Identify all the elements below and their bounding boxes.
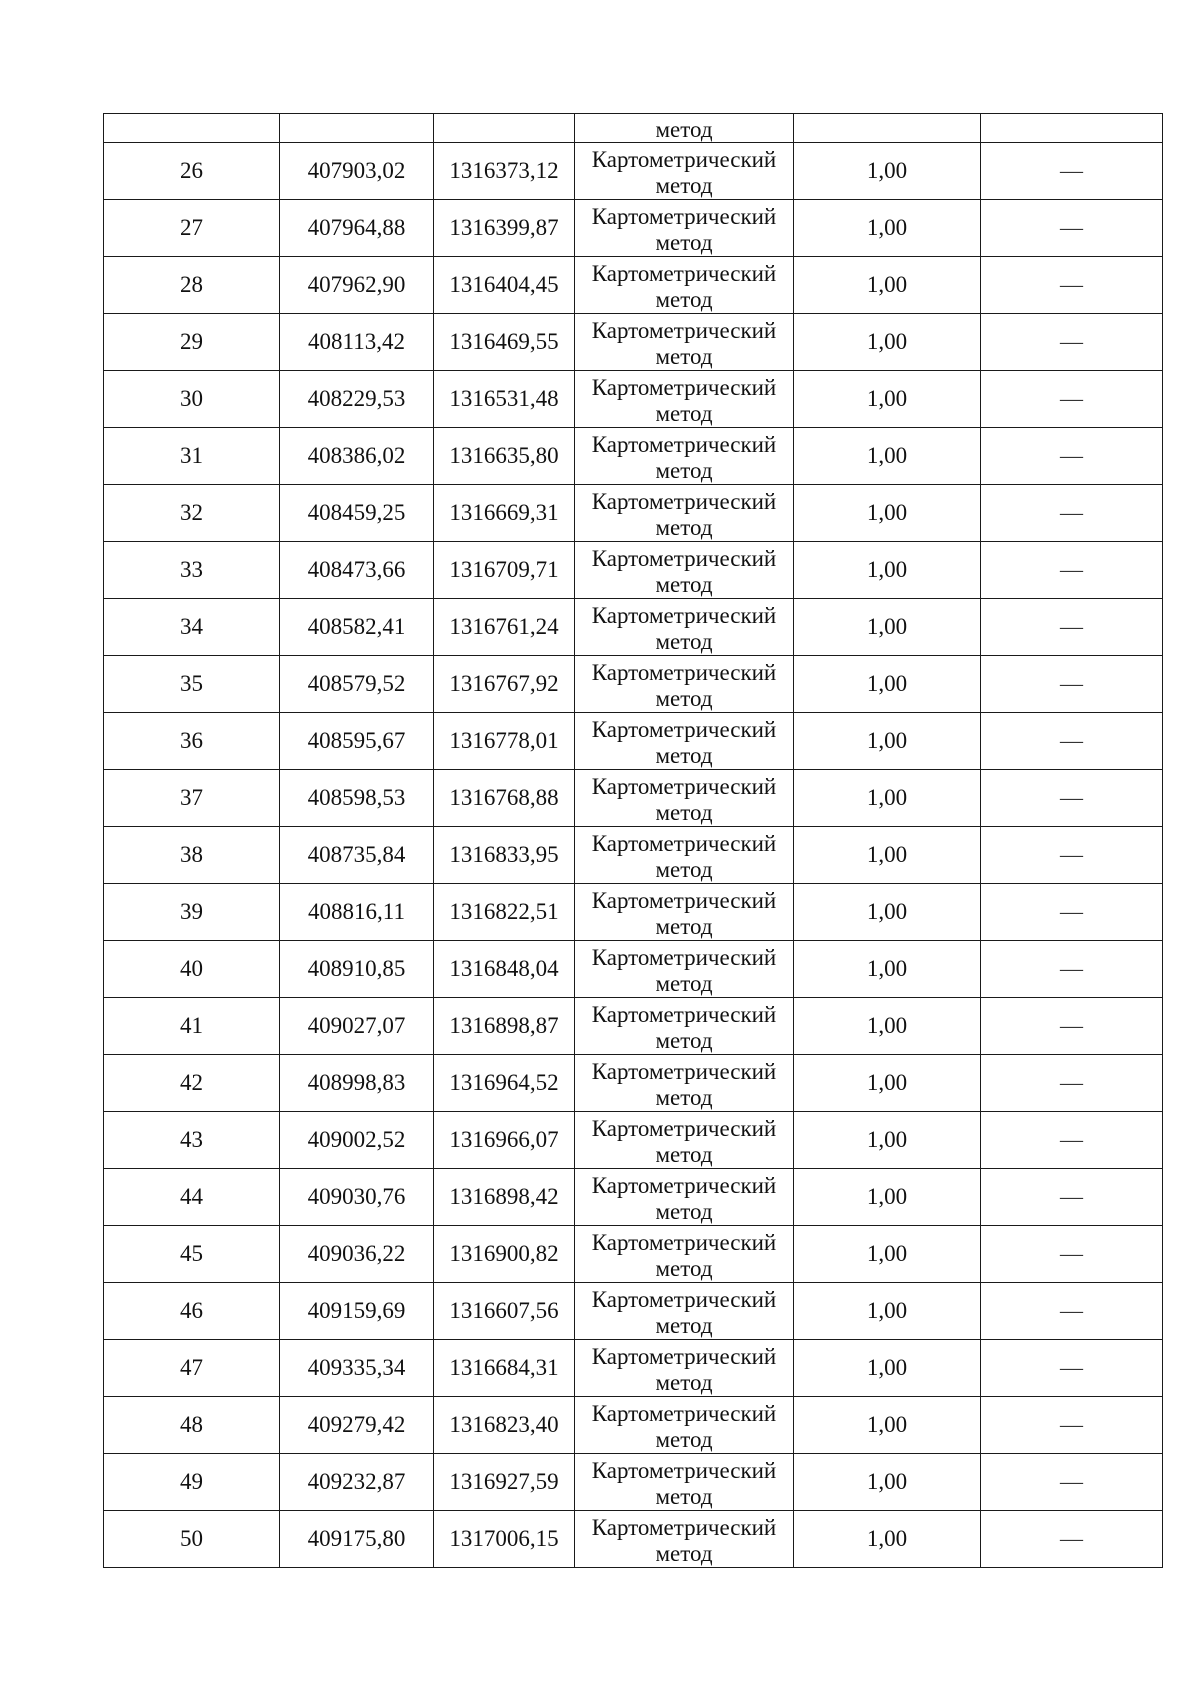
method-cell: [575, 998, 794, 1055]
method-line-2: метод: [655, 1028, 713, 1053]
table-row: [104, 713, 1163, 770]
method-line-1: Картометрический: [591, 1230, 777, 1255]
method-line-1: Картометрический: [591, 888, 777, 913]
method-line-1: Картометрический: [591, 546, 777, 571]
method-cell: [575, 1226, 794, 1283]
accuracy-cell: 1,00: [794, 884, 981, 941]
method-cell: [575, 1169, 794, 1226]
method-line-1: Картометрический: [591, 1515, 777, 1540]
table-row: [104, 1169, 1163, 1226]
table-row: [104, 371, 1163, 428]
table-row: [104, 599, 1163, 656]
y-coordinate-cell: 1317006,15: [434, 1511, 575, 1568]
method-line-1: Картометрический: [591, 318, 777, 343]
y-coordinate-cell: 1316607,56: [434, 1283, 575, 1340]
accuracy-cell: 1,00: [794, 599, 981, 656]
point-number-cell: 36: [104, 713, 280, 770]
point-number-cell: 26: [104, 143, 280, 200]
method-cell: [575, 1112, 794, 1169]
y-coordinate-cell: 1316404,45: [434, 257, 575, 314]
method-cell: [575, 542, 794, 599]
method-line-1: Картометрический: [591, 1401, 777, 1426]
table-row: [104, 1283, 1163, 1340]
y-coordinate-cell: 1316709,71: [434, 542, 575, 599]
point-number-cell: 39: [104, 884, 280, 941]
method-line-2: метод: [655, 458, 713, 483]
method-line-1: Картометрический: [591, 1173, 777, 1198]
note-cell: —: [981, 1340, 1163, 1397]
method-line-1: Картометрический: [591, 660, 777, 685]
accuracy-cell: 1,00: [794, 542, 981, 599]
table-row: [104, 770, 1163, 827]
method-line-1: Картометрический: [591, 717, 777, 742]
note-cell: —: [981, 1055, 1163, 1112]
method-line-2: метод: [655, 629, 713, 654]
point-number-cell: 28: [104, 257, 280, 314]
method-cell: [575, 371, 794, 428]
method-cell: [575, 1397, 794, 1454]
y-coordinate-cell: 1316778,01: [434, 713, 575, 770]
point-number-cell: 48: [104, 1397, 280, 1454]
method-line-2: метод: [655, 1256, 713, 1281]
y-coordinate-cell: 1316898,42: [434, 1169, 575, 1226]
point-number-cell: 43: [104, 1112, 280, 1169]
method-cell: [575, 770, 794, 827]
method-line-2: метод: [655, 1199, 713, 1224]
method-cell: [575, 884, 794, 941]
x-coordinate-cell: 409335,34: [280, 1340, 434, 1397]
method-line-2: метод: [655, 1313, 713, 1338]
table-row: [104, 143, 1163, 200]
accuracy-cell: [794, 114, 981, 143]
x-coordinate-cell: 408998,83: [280, 1055, 434, 1112]
note-cell: —: [981, 314, 1163, 371]
note-cell: —: [981, 371, 1163, 428]
table-row: [104, 428, 1163, 485]
method-line-2: метод: [655, 572, 713, 597]
accuracy-cell: 1,00: [794, 314, 981, 371]
method-line-2: метод: [655, 1427, 713, 1452]
method-line-1: Картометрический: [591, 204, 777, 229]
method-line-1: Картометрический: [591, 375, 777, 400]
note-cell: —: [981, 1511, 1163, 1568]
method-line-1: Картометрический: [591, 432, 777, 457]
note-cell: —: [981, 827, 1163, 884]
point-number-cell: 47: [104, 1340, 280, 1397]
x-coordinate-cell: 408598,53: [280, 770, 434, 827]
method-line-1: Картометрический: [591, 1344, 777, 1369]
y-coordinate-cell: 1316761,24: [434, 599, 575, 656]
point-number-cell: 44: [104, 1169, 280, 1226]
accuracy-cell: 1,00: [794, 998, 981, 1055]
point-number-cell: 42: [104, 1055, 280, 1112]
accuracy-cell: 1,00: [794, 1340, 981, 1397]
method-line-1: Картометрический: [591, 1059, 777, 1084]
point-number-cell: 45: [104, 1226, 280, 1283]
y-coordinate-cell: 1316768,88: [434, 770, 575, 827]
x-coordinate-cell: 409030,76: [280, 1169, 434, 1226]
point-number-cell: 31: [104, 428, 280, 485]
x-coordinate-cell: [280, 114, 434, 143]
note-cell: —: [981, 1454, 1163, 1511]
method-cell: [575, 485, 794, 542]
method-cell: [575, 1511, 794, 1568]
point-number-cell: 49: [104, 1454, 280, 1511]
y-coordinate-cell: 1316531,48: [434, 371, 575, 428]
coordinates-table: [103, 113, 1163, 1568]
accuracy-cell: 1,00: [794, 1397, 981, 1454]
note-cell: —: [981, 1283, 1163, 1340]
x-coordinate-cell: 407903,02: [280, 143, 434, 200]
accuracy-cell: 1,00: [794, 827, 981, 884]
method-cell: [575, 314, 794, 371]
accuracy-cell: 1,00: [794, 1511, 981, 1568]
method-line-1: Картометрический: [591, 831, 777, 856]
x-coordinate-cell: 408113,42: [280, 314, 434, 371]
method-line-2: метод: [655, 287, 713, 312]
note-cell: —: [981, 941, 1163, 998]
x-coordinate-cell: 408595,67: [280, 713, 434, 770]
x-coordinate-cell: 408386,02: [280, 428, 434, 485]
method-cell: [575, 1055, 794, 1112]
method-line-2: метод: [655, 914, 713, 939]
table-row: [104, 998, 1163, 1055]
accuracy-cell: 1,00: [794, 143, 981, 200]
method-line-2: метод: [655, 971, 713, 996]
y-coordinate-cell: 1316900,82: [434, 1226, 575, 1283]
method-line-2: метод: [655, 173, 713, 198]
method-line-1: Картометрический: [591, 1458, 777, 1483]
note-cell: —: [981, 542, 1163, 599]
note-cell: —: [981, 884, 1163, 941]
note-cell: —: [981, 1397, 1163, 1454]
note-cell: —: [981, 1112, 1163, 1169]
accuracy-cell: 1,00: [794, 485, 981, 542]
note-cell: —: [981, 998, 1163, 1055]
point-number-cell: 46: [104, 1283, 280, 1340]
note-cell: —: [981, 200, 1163, 257]
table-row: [104, 827, 1163, 884]
x-coordinate-cell: 408229,53: [280, 371, 434, 428]
method-cell: [575, 257, 794, 314]
x-coordinate-cell: 408579,52: [280, 656, 434, 713]
method-cell: [575, 713, 794, 770]
method-line-2: метод: [655, 401, 713, 426]
accuracy-cell: 1,00: [794, 1112, 981, 1169]
x-coordinate-cell: 408735,84: [280, 827, 434, 884]
y-coordinate-cell: 1316469,55: [434, 314, 575, 371]
table-row: [104, 884, 1163, 941]
y-coordinate-cell: 1316833,95: [434, 827, 575, 884]
y-coordinate-cell: 1316822,51: [434, 884, 575, 941]
y-coordinate-cell: 1316767,92: [434, 656, 575, 713]
method-line-1: Картометрический: [591, 603, 777, 628]
method-cell: [575, 428, 794, 485]
accuracy-cell: 1,00: [794, 371, 981, 428]
point-number-cell: 29: [104, 314, 280, 371]
x-coordinate-cell: 409175,80: [280, 1511, 434, 1568]
method-line-2: метод: [655, 344, 713, 369]
accuracy-cell: 1,00: [794, 713, 981, 770]
accuracy-cell: 1,00: [794, 1169, 981, 1226]
note-cell: —: [981, 257, 1163, 314]
table-row: [104, 314, 1163, 371]
table-row: [104, 656, 1163, 713]
y-coordinate-cell: 1316823,40: [434, 1397, 575, 1454]
point-number-cell: 50: [104, 1511, 280, 1568]
method-cell: [575, 599, 794, 656]
note-cell: —: [981, 599, 1163, 656]
point-number-cell: 40: [104, 941, 280, 998]
x-coordinate-cell: 409036,22: [280, 1226, 434, 1283]
x-coordinate-cell: 408473,66: [280, 542, 434, 599]
x-coordinate-cell: 408910,85: [280, 941, 434, 998]
point-number-cell: 35: [104, 656, 280, 713]
method-line-1: Картометрический: [591, 1116, 777, 1141]
method-line-2: метод: [655, 857, 713, 882]
x-coordinate-cell: 407962,90: [280, 257, 434, 314]
x-coordinate-cell: 409159,69: [280, 1283, 434, 1340]
x-coordinate-cell: 409279,42: [280, 1397, 434, 1454]
x-coordinate-cell: 409027,07: [280, 998, 434, 1055]
point-number-cell: 30: [104, 371, 280, 428]
method-cell: метод: [575, 114, 794, 143]
note-cell: [981, 114, 1163, 143]
method-cell: [575, 1340, 794, 1397]
table-row: [104, 1112, 1163, 1169]
y-coordinate-cell: 1316966,07: [434, 1112, 575, 1169]
method-line-1: Картометрический: [591, 945, 777, 970]
accuracy-cell: 1,00: [794, 1226, 981, 1283]
table-body: [104, 114, 1163, 1568]
method-cell: [575, 827, 794, 884]
x-coordinate-cell: 407964,88: [280, 200, 434, 257]
method-cell: [575, 200, 794, 257]
y-coordinate-cell: 1316684,31: [434, 1340, 575, 1397]
accuracy-cell: 1,00: [794, 428, 981, 485]
y-coordinate-cell: 1316927,59: [434, 1454, 575, 1511]
table-row: [104, 1226, 1163, 1283]
accuracy-cell: 1,00: [794, 941, 981, 998]
method-line-2: метод: [655, 1370, 713, 1395]
table-row: [104, 1055, 1163, 1112]
method-line-2: метод: [655, 686, 713, 711]
table-row: [104, 941, 1163, 998]
method-cell: [575, 656, 794, 713]
note-cell: —: [981, 656, 1163, 713]
note-cell: —: [981, 428, 1163, 485]
method-line-2: метод: [655, 1484, 713, 1509]
point-number-cell: 37: [104, 770, 280, 827]
table-row: [104, 1397, 1163, 1454]
accuracy-cell: 1,00: [794, 770, 981, 827]
y-coordinate-cell: 1316669,31: [434, 485, 575, 542]
note-cell: —: [981, 485, 1163, 542]
y-coordinate-cell: 1316848,04: [434, 941, 575, 998]
note-cell: —: [981, 1169, 1163, 1226]
method-cell: [575, 941, 794, 998]
note-cell: —: [981, 770, 1163, 827]
method-line-1: Картометрический: [591, 1002, 777, 1027]
method-line-2: метод: [655, 800, 713, 825]
method-line-1: Картометрический: [591, 147, 777, 172]
note-cell: —: [981, 713, 1163, 770]
point-number-cell: [104, 114, 280, 143]
table-row: [104, 257, 1163, 314]
accuracy-cell: 1,00: [794, 656, 981, 713]
table-row: [104, 485, 1163, 542]
x-coordinate-cell: 409002,52: [280, 1112, 434, 1169]
method-line-1: Картометрический: [591, 489, 777, 514]
y-coordinate-cell: 1316399,87: [434, 200, 575, 257]
point-number-cell: 27: [104, 200, 280, 257]
x-coordinate-cell: 409232,87: [280, 1454, 434, 1511]
x-coordinate-cell: 408459,25: [280, 485, 434, 542]
x-coordinate-cell: 408582,41: [280, 599, 434, 656]
point-number-cell: 38: [104, 827, 280, 884]
y-coordinate-cell: 1316898,87: [434, 998, 575, 1055]
accuracy-cell: 1,00: [794, 1283, 981, 1340]
point-number-cell: 33: [104, 542, 280, 599]
accuracy-cell: 1,00: [794, 200, 981, 257]
table-row: [104, 542, 1163, 599]
method-line-2: метод: [655, 1541, 713, 1566]
table-row: [104, 1511, 1163, 1568]
point-number-cell: 32: [104, 485, 280, 542]
method-line-1: Картометрический: [591, 774, 777, 799]
point-number-cell: 34: [104, 599, 280, 656]
table-row: [104, 1454, 1163, 1511]
method-cell: [575, 1283, 794, 1340]
method-line-1: Картометрический: [591, 261, 777, 286]
y-coordinate-cell: [434, 114, 575, 143]
method-cell: [575, 143, 794, 200]
y-coordinate-cell: 1316373,12: [434, 143, 575, 200]
method-line-2: метод: [655, 230, 713, 255]
y-coordinate-cell: 1316635,80: [434, 428, 575, 485]
accuracy-cell: 1,00: [794, 257, 981, 314]
method-cell: [575, 1454, 794, 1511]
table-row: [104, 1340, 1163, 1397]
point-number-cell: 41: [104, 998, 280, 1055]
note-cell: —: [981, 1226, 1163, 1283]
accuracy-cell: 1,00: [794, 1055, 981, 1112]
method-line-2: метод: [655, 743, 713, 768]
method-line-2: метод: [655, 1085, 713, 1110]
accuracy-cell: 1,00: [794, 1454, 981, 1511]
continuation-row: [104, 114, 1163, 143]
method-line-2: метод: [655, 515, 713, 540]
y-coordinate-cell: 1316964,52: [434, 1055, 575, 1112]
note-cell: —: [981, 143, 1163, 200]
table-row: [104, 200, 1163, 257]
x-coordinate-cell: 408816,11: [280, 884, 434, 941]
method-line-2: метод: [655, 1142, 713, 1167]
method-line-1: Картометрический: [591, 1287, 777, 1312]
